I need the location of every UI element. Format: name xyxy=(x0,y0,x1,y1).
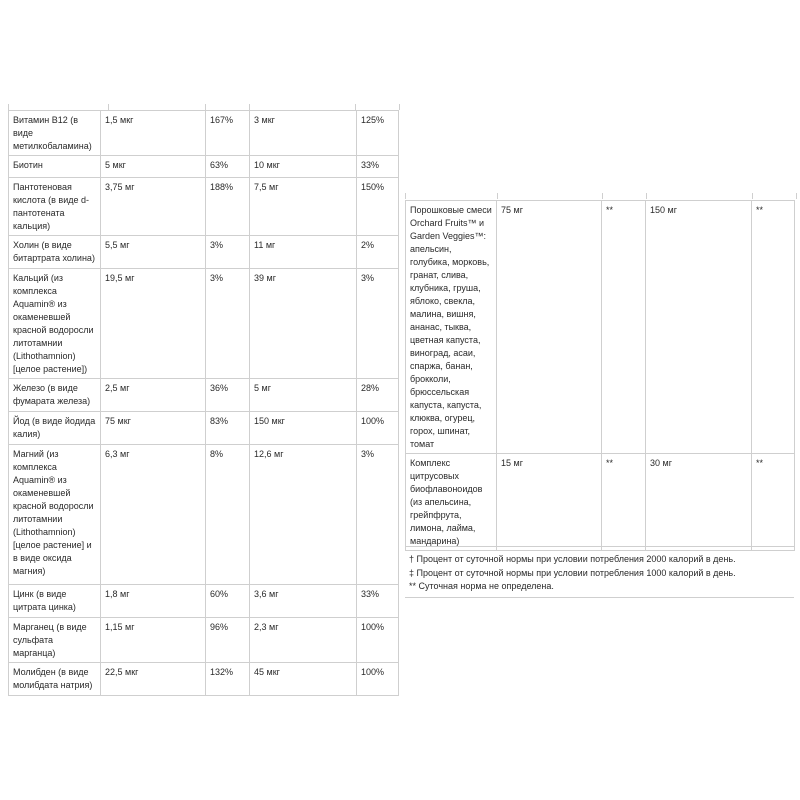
daily-value-cell: 132% xyxy=(206,663,250,696)
nutrient-name-cell: Цинк (в виде цитрата цинка) xyxy=(9,585,101,618)
daily-value-cell: 33% xyxy=(357,156,399,178)
table-row xyxy=(406,454,795,551)
nutrient-name-cell: Порошковые смеси Orchard Fruits™ и Garden Veggies™: апельсин, голубика, морковь, гранат, слива, клубника, груша, яблоко, свекла, малина, вишня, ананас, тыква, цветная капуста, виноград, асаи, спаржа, банан, брокколи, брюссельская капуста, капуста, клюква, огурец, горох, шпинат, томат xyxy=(406,201,497,454)
amount-cell: 45 мкг xyxy=(250,663,357,696)
amount-cell: 2,3 мг xyxy=(250,618,357,663)
nutrient-name-cell: Марганец (в виде сульфата марганца) xyxy=(9,618,101,663)
amount-cell: 19,5 мг xyxy=(101,269,206,379)
amount-cell: 3,6 мг xyxy=(250,585,357,618)
table-row xyxy=(9,111,399,156)
daily-value-cell: 3% xyxy=(206,236,250,269)
daily-value-cell: 100% xyxy=(357,412,399,445)
nutrition-table-left xyxy=(8,110,399,696)
table-top-edge xyxy=(405,193,797,199)
right-table-body xyxy=(406,201,795,551)
table-row xyxy=(9,412,399,445)
table-row xyxy=(9,585,399,618)
daily-value-cell: 3% xyxy=(357,269,399,379)
footnote-stars: ** Суточная норма не определена. xyxy=(409,581,554,591)
table-row xyxy=(9,269,399,379)
daily-value-cell: 60% xyxy=(206,585,250,618)
daily-value-cell: 28% xyxy=(357,379,399,412)
table-row xyxy=(9,178,399,236)
table-row xyxy=(9,236,399,269)
amount-cell: 15 мг xyxy=(497,454,602,551)
amount-cell: 11 мг xyxy=(250,236,357,269)
nutrient-name-cell: Йод (в виде йодида калия) xyxy=(9,412,101,445)
daily-value-cell: 8% xyxy=(206,445,250,585)
amount-cell: 5,5 мг xyxy=(101,236,206,269)
table-top-edge xyxy=(752,193,753,199)
daily-value-cell: 150% xyxy=(357,178,399,236)
table-row xyxy=(9,445,399,585)
daily-value-cell: 167% xyxy=(206,111,250,156)
daily-value-cell: ** xyxy=(752,454,795,551)
nutrient-name-cell: Витамин B12 (в виде метилкобаламина) xyxy=(9,111,101,156)
daily-value-cell: 3% xyxy=(206,269,250,379)
amount-cell: 150 мг xyxy=(646,201,752,454)
amount-cell: 12,6 мг xyxy=(250,445,357,585)
nutrient-name-cell: Магний (из комплекса Aquamin® из окаменевшей красной водоросли литотамнии (Lithothamnion) [целое растение] и в виде оксида магния) xyxy=(9,445,101,585)
nutrient-name-cell: Молибден (в виде молибдата натрия) xyxy=(9,663,101,696)
amount-cell: 30 мг xyxy=(646,454,752,551)
nutrient-name-cell: Железо (в виде фумарата железа) xyxy=(9,379,101,412)
table-row xyxy=(9,618,399,663)
table-top-edge xyxy=(602,193,603,199)
amount-cell: 5 мкг xyxy=(101,156,206,178)
daily-value-cell: 125% xyxy=(357,111,399,156)
daily-value-cell: 36% xyxy=(206,379,250,412)
table-top-edge xyxy=(646,193,647,199)
nutrient-name-cell: Биотин xyxy=(9,156,101,178)
daily-value-cell: 100% xyxy=(357,618,399,663)
amount-cell: 75 мкг xyxy=(101,412,206,445)
footnote-dagger: † Процент от суточной нормы при условии потребления 2000 калорий в день. xyxy=(409,554,736,564)
amount-cell: 2,5 мг xyxy=(101,379,206,412)
nutrient-name-cell: Комплекс цитрусовых биофлавоноидов (из апельсина, грейпфрута, лимона, лайма, мандарина) xyxy=(406,454,497,551)
nutrient-name-cell: Кальций (из комплекса Aquamin® из окаменевшей красной водоросли литотамнии (Lithothamnion) [целое растение]) xyxy=(9,269,101,379)
amount-cell: 22,5 мкг xyxy=(101,663,206,696)
daily-value-cell: ** xyxy=(602,454,646,551)
nutrient-name-cell: Холин (в виде битартрата холина) xyxy=(9,236,101,269)
daily-value-cell: 3% xyxy=(357,445,399,585)
amount-cell: 39 мг xyxy=(250,269,357,379)
daily-value-cell: 63% xyxy=(206,156,250,178)
daily-value-cell: 96% xyxy=(206,618,250,663)
amount-cell: 3,75 мг xyxy=(101,178,206,236)
table-row xyxy=(9,156,399,178)
daily-value-cell: 188% xyxy=(206,178,250,236)
amount-cell: 7,5 мг xyxy=(250,178,357,236)
amount-cell: 1,8 мг xyxy=(101,585,206,618)
daily-value-cell: 2% xyxy=(357,236,399,269)
table-row xyxy=(406,201,795,454)
amount-cell: 10 мкг xyxy=(250,156,357,178)
amount-cell: 6,3 мг xyxy=(101,445,206,585)
table-top-edge xyxy=(497,193,498,199)
footnotes xyxy=(405,546,794,598)
nutrient-name-cell: Пантотеновая кислота (в виде d-пантотената кальция) xyxy=(9,178,101,236)
amount-cell: 1,5 мкг xyxy=(101,111,206,156)
amount-cell: 75 мг xyxy=(497,201,602,454)
left-table-body xyxy=(9,111,399,696)
daily-value-cell: 33% xyxy=(357,585,399,618)
footnote-double-dagger: ‡ Процент от суточной нормы при условии потребления 1000 калорий в день. xyxy=(409,567,736,578)
daily-value-cell: ** xyxy=(602,201,646,454)
amount-cell: 3 мкг xyxy=(250,111,357,156)
daily-value-cell: ** xyxy=(752,201,795,454)
table-row xyxy=(9,663,399,696)
amount-cell: 5 мг xyxy=(250,379,357,412)
amount-cell: 1,15 мг xyxy=(101,618,206,663)
amount-cell: 150 мкг xyxy=(250,412,357,445)
daily-value-cell: 83% xyxy=(206,412,250,445)
daily-value-cell: 100% xyxy=(357,663,399,696)
table-row xyxy=(9,379,399,412)
nutrition-table-right xyxy=(405,200,795,551)
